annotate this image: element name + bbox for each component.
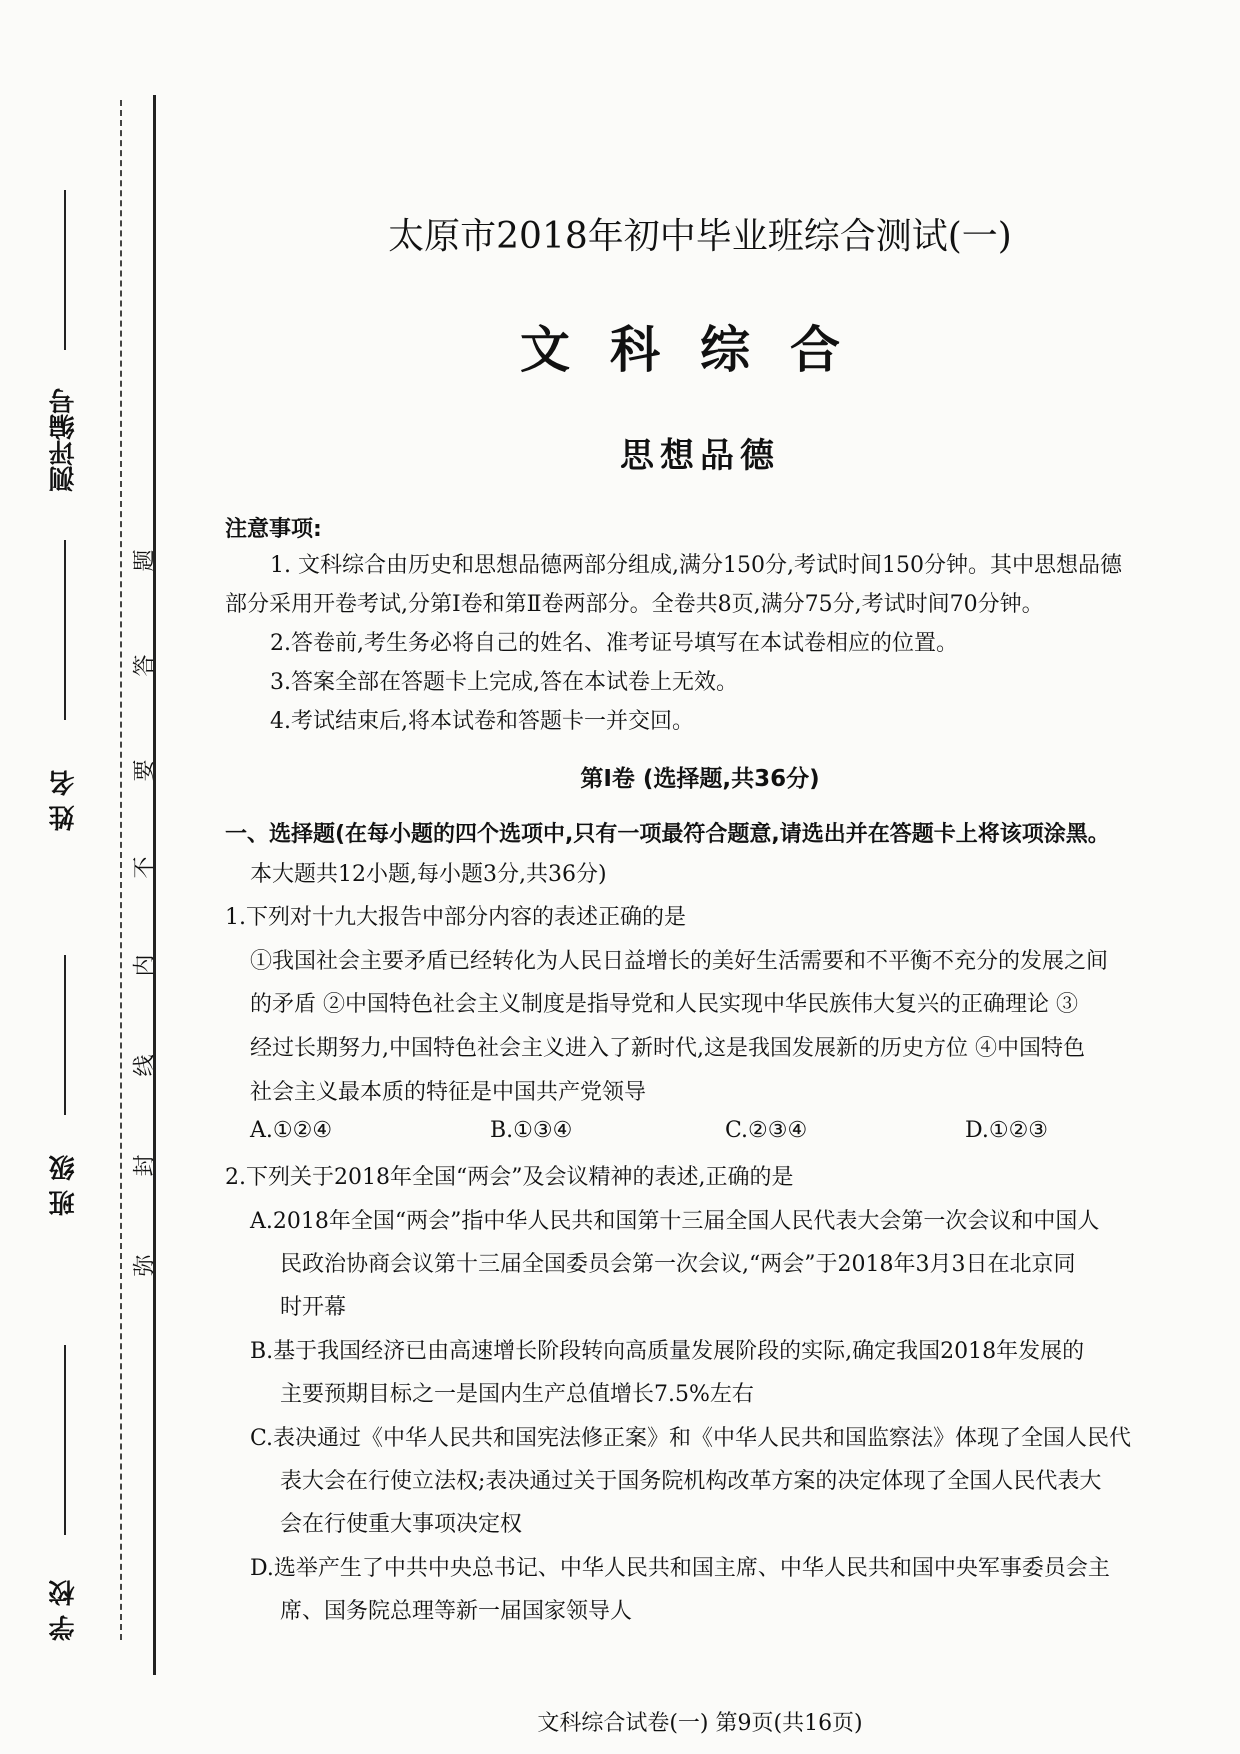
question-2-line: 时开幕 <box>280 1295 347 1320</box>
question-1-option-a: A.①②④ <box>250 1118 333 1143</box>
question-2-line: 表大会在行使立法权;表决通过关于国务院机构改革方案的决定体现了全国人民代表大 <box>280 1469 1102 1494</box>
notice-line: 4.考试结束后,将本试卷和答题卡一并交回。 <box>270 709 694 734</box>
question-2-line: A.2018年全国“两会”指中华人民共和国第十三届全国人民代表大会第一次会议和中国人 <box>250 1209 1100 1234</box>
question-2-line: 主要预期目标之一是国内生产总值增长7.5%左右 <box>280 1382 754 1407</box>
label-class: 班 级 <box>49 1154 79 1216</box>
label-test-number: 测评编号 <box>49 388 79 492</box>
seal-char: 题 <box>132 549 158 572</box>
question-1-line: 经过长期努力,中国特色社会主义进入了新时代,这是我国发展新的历史方位 ④中国特色 <box>250 1036 1085 1061</box>
question-2-line: D.选举产生了中共中央总书记、中华人民共和国主席、中华人民共和国中央军事委员会主 <box>250 1556 1110 1581</box>
notice-heading: 注意事项: <box>225 517 322 542</box>
notice-line: 部分采用开卷考试,分第Ⅰ卷和第Ⅱ卷两部分。全卷共8页,满分75分,考试时间70分钟。 <box>225 592 1044 617</box>
part-heading-2: 本大题共12小题,每小题3分,共36分) <box>250 862 607 887</box>
class-write-line <box>64 955 66 1115</box>
name-write-line <box>64 540 66 720</box>
page-footer: 文科综合试卷(一) 第9页(共16页) <box>537 1711 863 1736</box>
question-2-line: 民政治协商会议第十三届全国委员会第一次会议,“两会”于2018年3月3日在北京同 <box>280 1252 1076 1277</box>
seal-char: 线 <box>132 1054 158 1077</box>
question-1-stem: 1.下列对十九大报告中部分内容的表述正确的是 <box>225 905 686 930</box>
label-school: 学 校 <box>49 1579 79 1641</box>
notice-line: 1. 文科综合由历史和思想品德两部分组成,满分150分,考试时间150分钟。其中思想品德 <box>270 553 1122 578</box>
question-1-option-b: B.①③④ <box>490 1118 573 1143</box>
section-title: 第Ⅰ卷 (选择题,共36分) <box>580 766 820 792</box>
label-name: 姓 名 <box>49 769 79 831</box>
part-heading-text: 一、选择题(在每小题的四个选项中,只有一项最符合题意,请选出并在答题卡上将该项涂黑。 <box>225 822 1110 847</box>
question-1-option-d: D.①②③ <box>965 1118 1049 1143</box>
exam-title: 太原市2018年初中毕业班综合测试(一) <box>388 216 1012 257</box>
question-1-line: 社会主义最本质的特征是中国共产党领导 <box>250 1080 647 1105</box>
seal-char: 不 <box>132 856 158 879</box>
binding-dashed-line <box>120 100 122 1640</box>
seal-char: 弥 <box>132 1254 158 1277</box>
exam-subtitle: 文科综合 <box>520 321 880 379</box>
question-2-stem: 2.下列关于2018年全国“两会”及会议精神的表述,正确的是 <box>225 1165 794 1190</box>
id-write-line <box>64 190 66 350</box>
binding-solid-line <box>153 95 156 1675</box>
question-2-line: B.基于我国经济已由高速增长阶段转向高质量发展阶段的实际,确定我国2018年发展的 <box>250 1339 1085 1364</box>
question-1-option-c: C.②③④ <box>725 1118 808 1143</box>
question-2-line: 会在行使重大事项决定权 <box>280 1512 523 1537</box>
seal-char: 内 <box>132 954 158 977</box>
question-2-line: 席、国务院总理等新一届国家领导人 <box>280 1599 633 1624</box>
question-1-line: 的矛盾 ②中国特色社会主义制度是指导党和人民实现中华民族伟大复兴的正确理论 ③ <box>250 992 1078 1017</box>
part-heading <box>225 817 1110 848</box>
exam-subject: 思想品德 <box>620 436 780 476</box>
question-2-line: C.表决通过《中华人民共和国宪法修正案》和《中华人民共和国监察法》体现了全国人民代 <box>250 1426 1132 1451</box>
notice-line: 2.答卷前,考生务必将自己的姓名、准考证号填写在本试卷相应的位置。 <box>270 631 958 656</box>
seal-char: 要 <box>132 759 158 782</box>
notice-line: 3.答案全部在答题卡上完成,答在本试卷上无效。 <box>270 670 738 695</box>
seal-char: 答 <box>132 654 158 677</box>
question-1-line: ①我国社会主要矛盾已经转化为人民日益增长的美好生活需要和不平衡不充分的发展之间 <box>250 949 1109 974</box>
seal-char: 封 <box>132 1154 158 1177</box>
school-write-line <box>64 1345 66 1535</box>
